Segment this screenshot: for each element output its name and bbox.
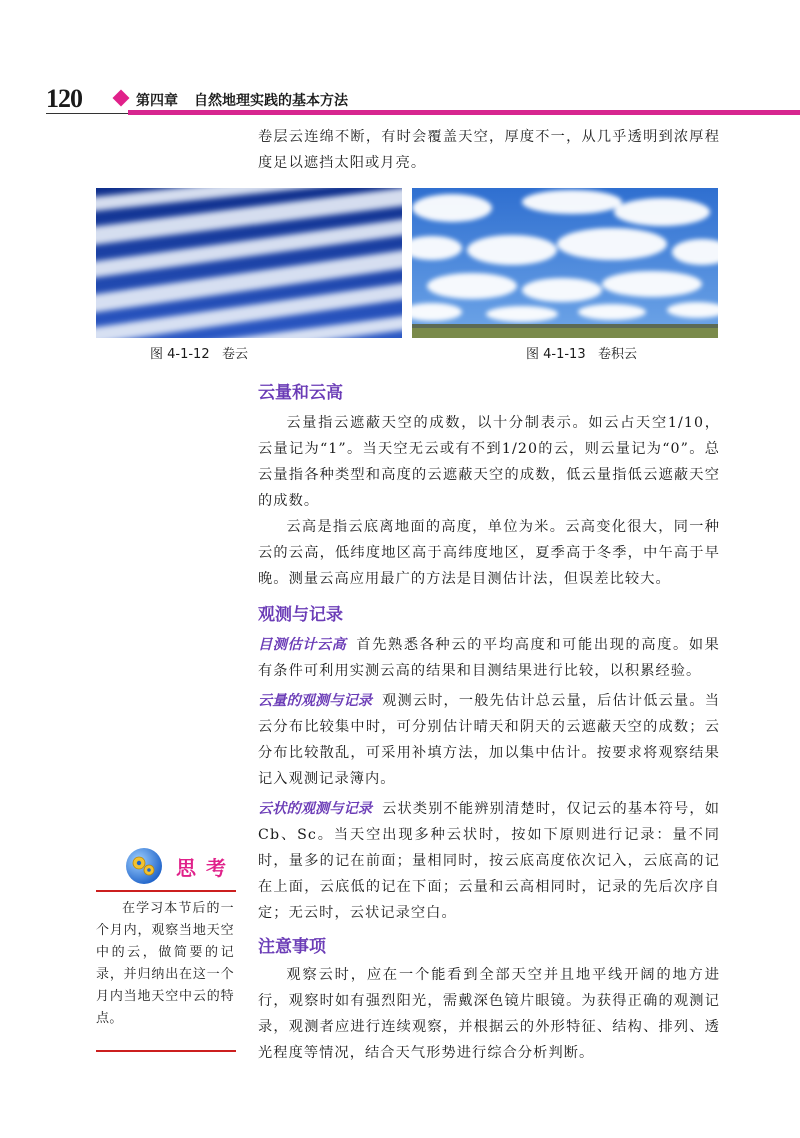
chapter-heading [136, 90, 364, 110]
gear-icon [124, 846, 164, 886]
figure-caption-text: 卷云 [222, 347, 249, 362]
paragraph-cloud-amount: 云量指云遮蔽天空的成数，以十分制表示。如云占天空1/10，云量记为“1”。当天空无云或有不到1/20的云，则云量记为“0”。总云量指各种类型和高度的云遮蔽天空的成数，低云量指低云遮蔽天空的成数。 [258, 415, 720, 509]
figure-caption-cirrocumulus [526, 343, 637, 362]
paragraph-cloud-amount-record [258, 688, 720, 792]
header-rule [128, 110, 800, 115]
page-number: 120 [46, 84, 82, 113]
cirrus-photo [96, 188, 402, 338]
paragraph-text: 云状类别不能辨别清楚时，仅记云的基本符号，如Cb、Sc。当天空出现多种云状时，按如下原则进行记录：量不同时，量多的记在前面；量相同时，按云底高度依次记入，云底高的记在上面，云底低的记在下面；云量和云高相同时，记录的先后次序自定；无云时，云状记录空白。 [258, 801, 720, 921]
paragraph-text: 观测云时，一般先估计总云量，后估计低云量。当云分布比较集中时，可分别估计晴天和阴天的云遮蔽天空的成数；云分布比较散乱，可采用补填方法，加以集中估计。按要求将观察结果记入观测记录簿内。 [258, 693, 720, 787]
section-title-cloud-amount: 云量和云高 [258, 383, 343, 403]
paragraph-notes: 观察云时，应在一个能看到全部天空并且地平线开阔的地方进行，观察时如有强烈阳光，需戴深色镜片眼镜。为获得正确的观测记录，观测者应进行连续观察，并根据云的外形特征、结构、排列、透光程度等情况，结合天气形势进行综合分析判断。 [258, 967, 720, 1061]
think-text: 在学习本节后的一个月内，观察当地天空中的云，做简要的记录，并归纳出在这一个月内当地天空中云的特点。 [96, 901, 234, 1026]
lead-term: 目测估计云高 [258, 637, 347, 653]
think-rule-bottom [96, 1050, 236, 1052]
cirrocumulus-photo [412, 188, 718, 338]
intro-paragraph: 卷层云连绵不断，有时会覆盖天空，厚度不一，从几乎透明到浓厚程度足以遮挡太阳或月亮。 [258, 129, 720, 171]
think-rule-top [96, 890, 236, 892]
figure-caption-cirrus [150, 343, 248, 362]
section-title-notes: 注意事项 [258, 937, 326, 957]
paragraph-cloud-height: 云高是指云底离地面的高度，单位为米。云高变化很大，同一种云的云高，低纬度地区高于高纬度地区，夏季高于冬季，中午高于早晚。测量云高应用最广的方法是目测估计法，但误差比较大。 [258, 519, 720, 587]
diamond-icon [113, 90, 130, 107]
lead-term: 云量的观测与记录 [258, 693, 373, 709]
paragraph-cloud-type-record [258, 796, 720, 926]
page-header [46, 82, 800, 122]
figure-caption-text: 卷积云 [598, 347, 638, 362]
paragraph-text: 首先熟悉各种云的平均高度和可能出现的高度。如果有条件可利用实测云高的结果和目测结果进行比较，以积累经验。 [258, 637, 720, 679]
think-title: 思考 [176, 856, 236, 880]
lead-term: 云状的观测与记录 [258, 801, 373, 817]
paragraph-visual-estimate [258, 632, 720, 684]
chapter-title: 自然地理实践的基本方法 [194, 93, 348, 109]
figure-label: 图 4-1-13 [526, 347, 586, 362]
chapter-number: 第四章 [136, 93, 178, 109]
section-title-observation: 观测与记录 [258, 605, 343, 625]
figure-label: 图 4-1-12 [150, 347, 210, 362]
